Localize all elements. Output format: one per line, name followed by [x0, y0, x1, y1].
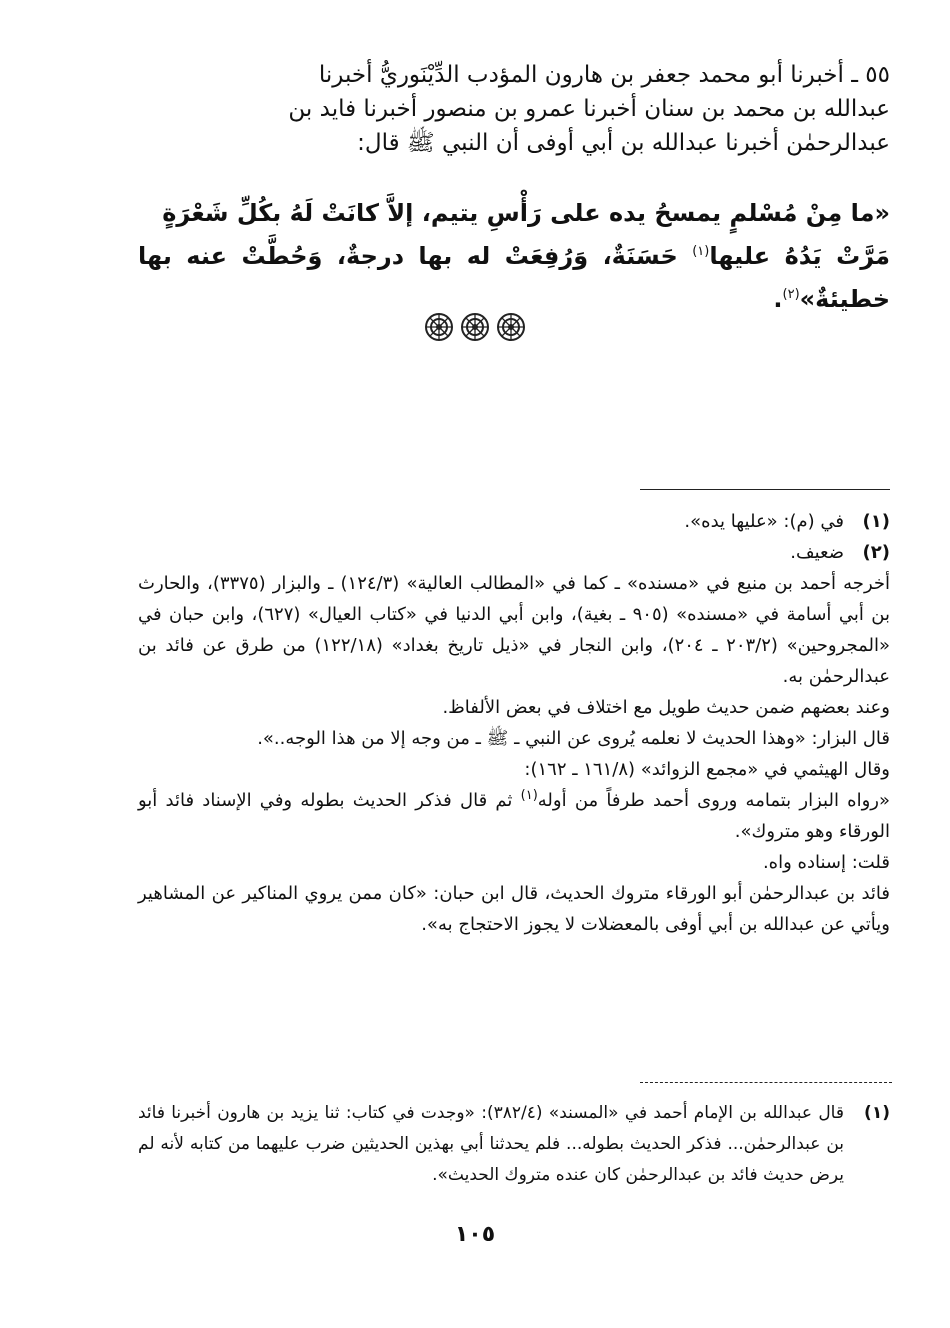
haythami-quote-part-b: ثم قال فذكر الحديث بطوله وفي الإسناد فائد أبو الورقاء وهو متروك». [138, 790, 890, 842]
matn-line-2-part-a: مَرَّتْ يَدُهُ عليها [709, 242, 890, 270]
footnote-ref-2: (٢) [782, 287, 800, 302]
sub-footnote-1 [138, 1098, 890, 1191]
sub-footnote-ref: (١) [520, 788, 538, 803]
author-verdict: قلت: إسناده واه. [762, 852, 890, 873]
flower-ornament-icon [424, 312, 454, 342]
footnote-2 [138, 537, 890, 568]
hadith-matn [138, 192, 890, 321]
sub-footnote-1-mark: (١) [864, 1103, 890, 1123]
footnote-1 [138, 506, 890, 537]
footnote-2-text: ضعيف. [790, 542, 844, 563]
footnote-separator [640, 489, 890, 490]
flower-ornament-icon [496, 312, 526, 342]
page-number: ١٠٥ [454, 1222, 496, 1247]
sub-footnote-1-text: قال عبدالله بن الإمام أحمد في «المسند» (٣٨٢/٤): «وجدت في كتاب: ثنا يزيد بن هارون أخبرنا فائد بن عبدالرحمٰن... فذكر الحديث بطوله... فلم يحدثنا أبي بهذين الحديثين ضرب عليهما من كتابه لأنه لم يرض حديث فائد بن عبدالرحمٰن كان عنده متروك الحديث». [138, 1103, 844, 1185]
haythami-quote-part-a: «رواه البزار بتمامه وروى أحمد طرفاً من أوله [537, 790, 890, 811]
variant-note: وعند بعضهم ضمن حديث طويل مع اختلاف في بعض الألفاظ. [442, 697, 890, 718]
footnote-2-mark: (٢) [862, 542, 890, 563]
isnad-line-2: عبدالله بن محمد بن سنان أخبرنا عمرو بن منصور أخبرنا فايد بن [288, 96, 890, 122]
matn-line-2-part-c: . [773, 285, 783, 313]
section-divider [0, 312, 950, 352]
footnote-1-mark: (١) [862, 511, 890, 532]
matn-line-1: «ما مِنْ مُسْلمٍ يمسحُ يده على رَأْسِ يتيم، إلاَّ كانَتْ لَهُ بكُلِّ شَعْرَةٍ [162, 199, 890, 227]
matn-line-2-part-b: حَسَنَةٌ، وَرُفِعَتْ له بها درجةٌ، وَحُطَّتْ عنه بها خطيئةٌ» [138, 242, 890, 313]
haythami-quote [138, 785, 890, 847]
isnad-line-3: عبدالرحمٰن أخبرنا عبدالله بن أبي أوفى أن النبي ﷺ قال: [357, 130, 890, 156]
bazzar-quote: قال البزار: «وهذا الحديث لا نعلمه يُروى عن النبي ـ ﷺ ـ من وجه إلا من هذا الوجه..». [257, 728, 890, 749]
isnad-line-1: ٥٥ ـ أخبرنا أبو محمد جعفر بن هارون المؤدب الدِّيْنَوريُّ أخبرنا [318, 62, 890, 88]
narrator-note: فائد بن عبدالرحمٰن أبو الورقاء متروك الحديث، قال ابن حبان: «كان ممن يروي المناكير عن المشاهير ويأتي عن عبدالله بن أبي أوفى بالمعضلات لا يجوز الاحتجاج به». [138, 883, 890, 935]
footnotes [138, 506, 890, 940]
matn-line-2 [138, 235, 890, 321]
takhrij-paragraph: أخرجه أحمد بن منيع في «مسنده» ـ كما في «المطالب العالية» (١٢٤/٣) ـ والبزار (٣٣٧٥)، والحارث بن أبي أسامة في «مسنده» (٩٠٥ ـ بغية)، وابن أبي الدنيا في «كتاب العيال» (٦٢٧)، وابن حبان في «المجروحين» (٢٠٣/٢ ـ ٢٠٤)، وابن النجار في «ذيل تاريخ بغداد» (١٢٢/١٨) من طرق عن فائد بن عبدالرحمٰن به. [138, 573, 891, 687]
footnote-1-text: في (م): «عليها يده». [684, 511, 844, 532]
footnote-ref-1: (١) [692, 244, 710, 259]
sub-footnotes [138, 1098, 890, 1191]
haythami-intro: وقال الهيثمي في «مجمع الزوائد» (١٦١/٨ ـ ١٦٢): [524, 759, 890, 780]
flower-ornament-icon [460, 312, 490, 342]
sub-footnote-separator [640, 1082, 892, 1083]
hadith-isnad [138, 58, 890, 160]
